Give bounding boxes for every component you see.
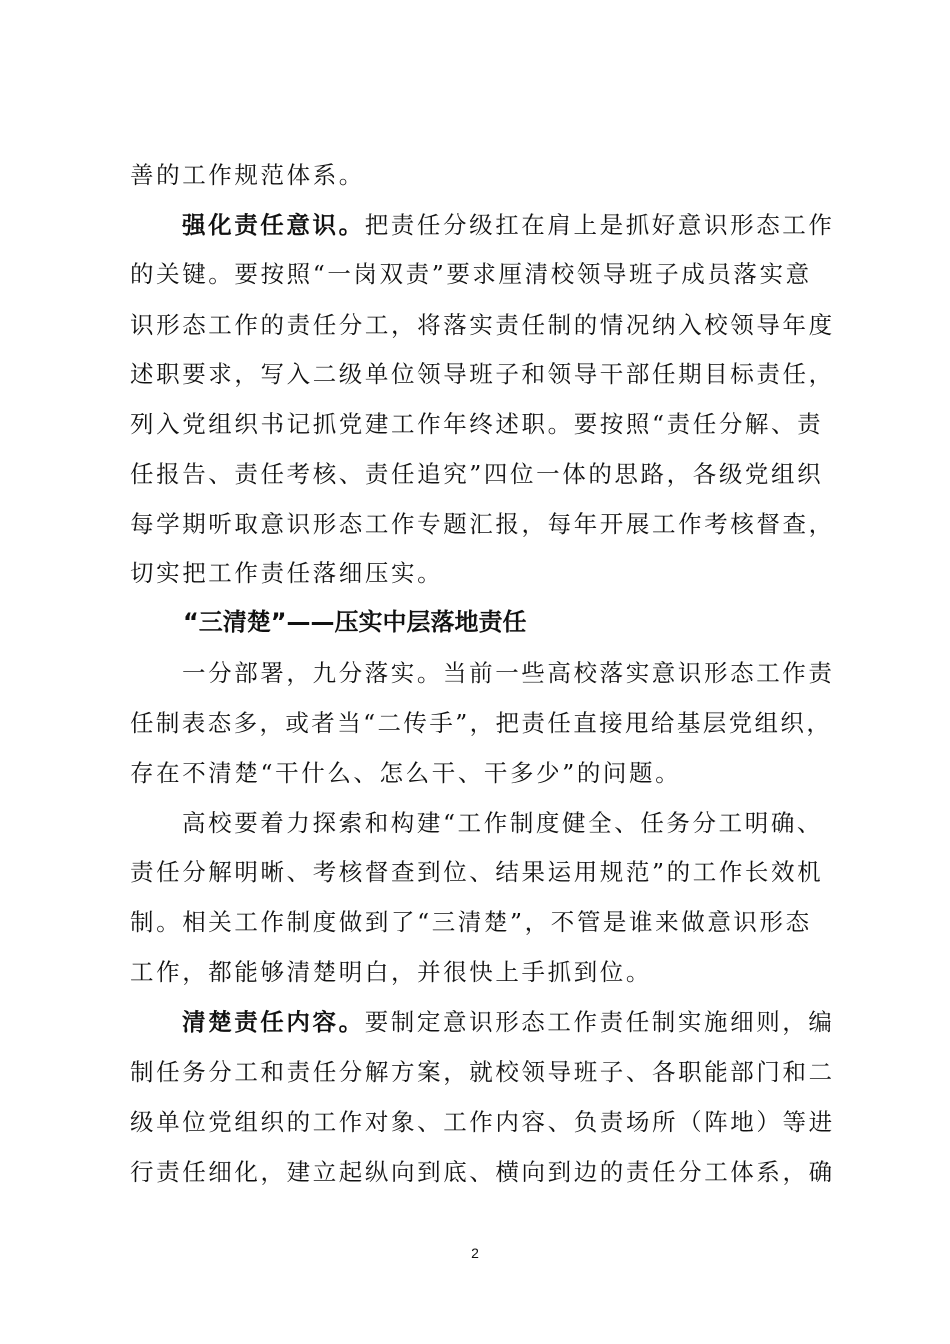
body-line: 的关键。要按照“一岗双责”要求厘清校领导班子成员落实意 <box>130 260 812 288</box>
body-line: 工作，都能够清楚明白，并很快上手抓到位。 <box>130 958 652 986</box>
body-line: 任报告、责任考核、责任追究”四位一体的思路，各级党组织 <box>130 460 824 488</box>
body-line: 级单位党组织的工作对象、工作内容、负责场所（阵地）等进 <box>130 1108 835 1136</box>
body-line: 一分部署，九分落实。当前一些高校落实意识形态工作责 <box>182 659 835 687</box>
body-line <box>182 1007 835 1037</box>
body-line: 切实把工作责任落细压实。 <box>130 559 444 587</box>
body-line: 列入党组织书记抓党建工作年终述职。要按照“责任分解、责 <box>130 410 824 438</box>
body-line: 善的工作规范体系。 <box>130 161 365 189</box>
paragraph-lead: 强化责任意识。 <box>182 211 365 239</box>
section-heading: “三清楚”——压实中层落地责任 <box>183 608 527 636</box>
paragraph-text: 要制定意识形态工作责任制实施细则，编 <box>364 1008 835 1036</box>
body-line: 高校要着力探索和构建“工作制度健全、任务分工明确、 <box>182 809 824 837</box>
body-line: 责任分解明晰、考核督查到位、结果运用规范”的工作长效机 <box>130 858 824 886</box>
body-line: 制。相关工作制度做到了“三清楚”，不管是谁来做意识形态 <box>130 908 812 936</box>
body-line: 存在不清楚“干什么、怎么干、干多少”的问题。 <box>130 759 682 787</box>
paragraph-lead: 清楚责任内容。 <box>182 1008 365 1036</box>
body-line: 每学期听取意识形态工作专题汇报，每年开展工作考核督查， <box>130 510 835 538</box>
body-line: 制任务分工和责任分解方案，就校领导班子、各职能部门和二 <box>130 1058 835 1086</box>
page-number: 2 <box>471 1245 479 1261</box>
body-line <box>182 210 835 240</box>
paragraph-text: 把责任分级扛在肩上是抓好意识形态工作 <box>364 211 835 239</box>
body-line: 行责任细化，建立起纵向到底、横向到边的责任分工体系，确 <box>130 1158 835 1186</box>
body-line: 识形态工作的责任分工，将落实责任制的情况纳入校领导年度 <box>130 311 835 339</box>
body-line: 任制表态多，或者当“二传手”，把责任直接甩给基层党组织， <box>130 709 833 737</box>
body-line: 述职要求，写入二级单位领导班子和领导干部任期目标责任， <box>130 360 835 388</box>
